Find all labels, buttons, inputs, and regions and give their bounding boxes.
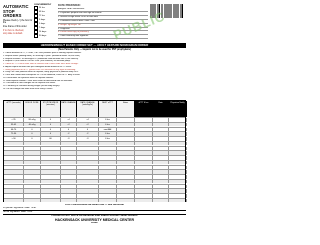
reverse-notice: PLEASE DO NOT WRITE ON REVERSE SIDE WHEN PLACING THESE ORDERS (51, 215, 138, 217)
table-cell: 0 (41, 128, 61, 132)
info-line[interactable]: 5. Diagnosis: (58, 28, 148, 32)
table-cell[interactable] (135, 199, 153, 203)
column-header: Physician Notify (169, 101, 187, 117)
column-header: aPTT (seconds) (4, 101, 24, 117)
info-line[interactable]: 4. Weight: kg Height: cm (58, 24, 148, 28)
duration-options (34, 4, 56, 38)
table-cell: 46-70 (4, 128, 24, 132)
instruction-line: 11. Hold heparin infusion 1 hour then restart at decreased rate as indicated. (3, 79, 73, 82)
info-line[interactable]: 3. Pharmacist verifies dose / route / rate (58, 20, 148, 24)
table-cell: 6 hrs (99, 118, 117, 122)
instruction-line: 14. Do not change rate more than once every 6 hours. (3, 87, 53, 90)
info-line[interactable]: 2. Nurses co-sign within 24 hrs of start time (58, 16, 148, 20)
header-note: stop date is default. (3, 33, 23, 36)
table-cell: 6 hrs (99, 137, 117, 141)
column-header: RATE CHANGE (units/kg/hr) (77, 101, 99, 117)
instruction-line: 1. Obtain baseline aPTT, PT/INR, CBC with platelets prior to starting heparin infusion. (3, 52, 82, 54)
date-prepared-label: DATE PREPARED: (58, 4, 81, 7)
option-label: 72 hrs (39, 14, 45, 17)
table-cell: -3 (61, 137, 77, 141)
table-cell: +2 (61, 123, 77, 127)
instruction-line: 6. Adjust heparin infusion rate per nomogram below based on aPTT result. (3, 65, 72, 68)
order-set-subtitle: (New Patients Only — Heparin not to be used for DVT prophylaxis) (58, 48, 131, 51)
table-cell (99, 199, 117, 203)
table-cell: 0 (24, 132, 41, 136)
table-cell: < 35 (4, 118, 24, 122)
header-note: If no box is checked, (3, 29, 24, 32)
table-cell: 0 (41, 118, 61, 122)
instruction-line: 4. Heparin 25,000 units in 250 mL D5W (100 units/mL) via infusion pump. (3, 60, 71, 63)
table-cell: 71-90 (4, 132, 24, 136)
table-cell: -2 (77, 132, 99, 136)
instruction-line: 9. Once two consecutive therapeutic aPTTs are obtained, check aPTT daily at 0600. (3, 74, 81, 76)
option-label: 7 days (39, 26, 46, 29)
table-cell[interactable] (117, 199, 135, 203)
column-header: RATE CHANGE (61, 101, 77, 117)
instruction-line: 10. Discontinue IM injections while on heparin infusion. (3, 76, 54, 79)
header-note: Please check (✓) the box for the (3, 19, 33, 25)
table-cell: > 90 (4, 137, 24, 141)
instruction-line: 12. Document all rate changes on the heparin flow sheet. (3, 82, 56, 85)
physician-signature-field[interactable]: Physician Signature: Date: Time: (3, 207, 186, 211)
table-cell: -2 (61, 132, 77, 136)
table-cell (77, 199, 99, 203)
table-body (4, 117, 185, 203)
table-cell: 0 (24, 128, 41, 132)
option-label: 48 hrs (39, 10, 45, 13)
table-cell: +4 (77, 118, 99, 122)
form-title-line-2: STOP ORDERS (3, 8, 22, 19)
option-label: 30 days (39, 34, 47, 37)
column-header: STOP INFUSION (minutes) (41, 101, 61, 117)
column-header: BOLUS DOSE (24, 101, 41, 117)
footer (3, 204, 186, 225)
table-cell: 6 hrs (99, 132, 117, 136)
organization-code: HUMC (91, 222, 98, 224)
watermark-stamp: PUBLIC (111, 8, 168, 43)
table-cell[interactable] (169, 199, 187, 203)
table-cell: 40 u/kg (24, 123, 41, 127)
table-cell (41, 199, 61, 203)
instruction-line: 7. Notify physician for aPTT greater than 150 seconds or any signs of bleeding. (3, 68, 76, 71)
instruction-line: 8. Daily CBC with platelets while on heparin; notify physician if platelets drop 50%. (3, 71, 79, 74)
table-cell (61, 199, 77, 203)
instruction-line: 3. Heparin infusion: 18 units/kg/hr IV. (Maximum initial infusion rate 2,000 units/hr) (3, 57, 79, 60)
organization-name: HACKENSACK UNIVERSITY MEDICAL CENTER (54, 218, 135, 222)
info-line[interactable]: 6. Please send copy to pharmacy (58, 31, 148, 35)
column-header: aPTT 6 hrs (135, 101, 153, 117)
order-set-title: HEPARIN/WEIGHT BASED ORDER SET — ADULT HEPARIN NOMOGRAM ORDER (3, 43, 186, 48)
table-cell: next AM (99, 128, 117, 132)
table-cell: 60 (41, 137, 61, 141)
instruction-line: 13. Pharmacy to calculate dosing weight (actual body weight). (3, 85, 60, 87)
option-label: 24 hrs (39, 6, 45, 9)
table-cell: 6 hrs (99, 123, 117, 127)
nurse-signature-field[interactable]: Nurse Signature: Date: Time: (3, 211, 186, 215)
table-cell: 80 u/kg (24, 118, 41, 122)
duration-option[interactable] (34, 34, 56, 38)
table-cell: +2 (77, 123, 99, 127)
table-cell: +4 (61, 118, 77, 122)
instruction-line: 5. Obtain aPTT 6 hours after start of infusion and 6 hours after each dose change. (3, 63, 79, 65)
info-line[interactable]: 7. Order valid only with signature (58, 35, 148, 39)
column-header: Notes (117, 101, 135, 117)
table-cell[interactable] (153, 199, 169, 203)
column-header: Rate (153, 101, 169, 117)
info-line[interactable]: Allergies: NKA / Sensitivities: (58, 8, 148, 12)
table-cell (4, 199, 24, 203)
info-line[interactable]: 1. Physicians prepare form and sign on reverse (58, 12, 148, 16)
table-cell: 0 (77, 128, 99, 132)
nomogram-table (3, 100, 186, 202)
instruction-line: 2. Heparin bolus (loading dose): 80 units/kg IV push. (Maximum bolus 10,000 units) (3, 54, 80, 57)
footer-line: FULL PRESCRIBING INFORMATION — SEE REVERSE (65, 204, 124, 206)
checkbox[interactable] (34, 34, 38, 38)
instructions-list (3, 52, 186, 91)
table-row (4, 198, 185, 203)
header-note: time frame of this order (3, 25, 27, 28)
option-label: 5 days (39, 22, 46, 25)
table-cell: 0 (61, 128, 77, 132)
table-cell: 0 (24, 137, 41, 141)
table-cell: 0 (41, 123, 61, 127)
options-title: CONCURRENTLY (34, 4, 52, 6)
table-cell: 35-45 (4, 123, 24, 127)
column-header: NEXT aPTT (99, 101, 117, 117)
table-cell: -3 (77, 137, 99, 141)
header-left (3, 5, 33, 36)
table-cell: 0 (41, 132, 61, 136)
option-label: 3 days (39, 18, 46, 21)
option-label: 14 days (39, 30, 47, 33)
table-cell (24, 199, 41, 203)
form-title-line-1: AUTOMATIC (3, 4, 29, 9)
